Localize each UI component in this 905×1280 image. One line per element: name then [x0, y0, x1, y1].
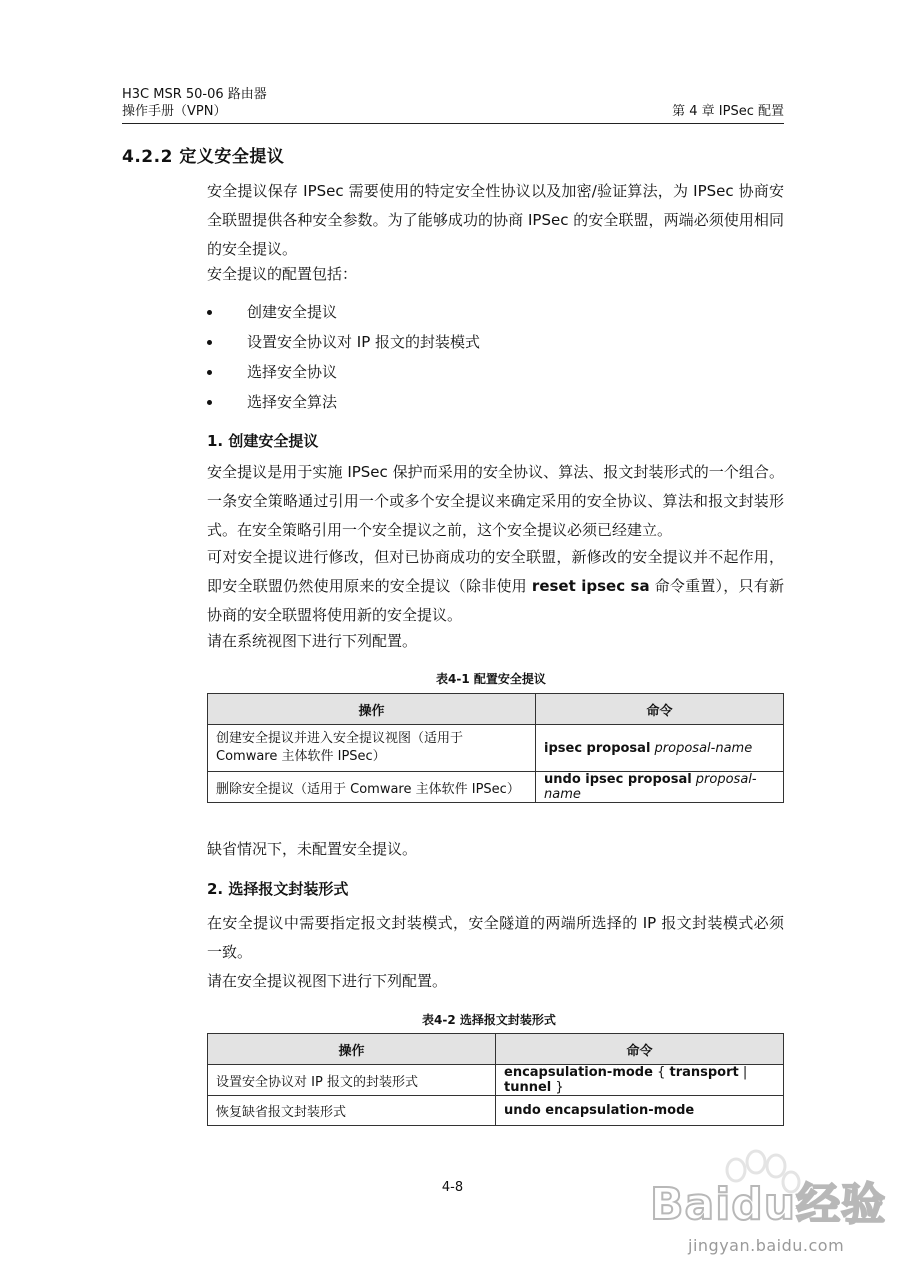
command-keyword: ipsec proposal [544, 740, 651, 756]
table-header-row [208, 694, 784, 725]
table-row [208, 1096, 784, 1126]
table-cell-command [496, 1065, 784, 1096]
subsection-title-create-proposal: 1. 创建安全提议 [207, 432, 319, 450]
table-row [208, 725, 784, 772]
header-product: H3C MSR 50-06 路由器 [122, 87, 267, 102]
command-keyword: encapsulation-mode [504, 1065, 653, 1080]
table-row [208, 772, 784, 803]
modify-text-a: 可对安全提议进行修改，但对已协商成功的安全联盟，新修改的安全提议并不起作用，即安全联盟仍然使用原来的安全提议（除非使用 [207, 548, 784, 595]
list-item-text: 选择安全算法 [247, 393, 338, 411]
header-manual: 操作手册（VPN） [122, 104, 227, 119]
intro-list-lead: 安全提议的配置包括： [207, 265, 358, 283]
option-brace-close: } [551, 1080, 564, 1095]
watermark-logo: Baidu经验 [650, 1179, 887, 1230]
table-header-operation: 操作 [208, 694, 536, 725]
reset-command: reset ipsec sa [531, 577, 650, 595]
config-proposal-table [207, 693, 784, 803]
section-title: 4.2.2 定义安全提议 [122, 147, 285, 167]
encapsulation-table [207, 1033, 784, 1126]
page-number: 4-8 [441, 1180, 464, 1195]
table-cell-operation: 删除安全提议（适用于 Comware 主体软件 IPSec） [208, 772, 536, 803]
proposal-view-note: 请在安全提议视图下进行下列配置。 [207, 972, 448, 990]
table-header-command: 命令 [496, 1034, 784, 1065]
system-view-note: 请在系统视图下进行下列配置。 [207, 632, 418, 650]
modify-proposal-paragraph [207, 543, 784, 630]
command-argument: proposal-name [650, 740, 753, 756]
table-header-operation: 操作 [208, 1034, 496, 1065]
subsection-title-encapsulation: 2. 选择报文封装形式 [207, 880, 349, 898]
table-cell-command [496, 1096, 784, 1126]
table-cell-command [536, 725, 784, 772]
watermark-url: jingyan.baidu.com [688, 1236, 845, 1255]
bullet-icon [207, 310, 212, 315]
bullet-icon [207, 400, 212, 405]
table-header-row [208, 1034, 784, 1065]
list-item-text: 选择安全协议 [247, 363, 338, 381]
table-header-command: 命令 [536, 694, 784, 725]
table-caption: 表4-1 配置安全提议 [436, 672, 546, 686]
table-caption: 表4-2 选择报文封装形式 [422, 1013, 556, 1027]
bullet-icon [207, 370, 212, 375]
command-argument: proposal-name [544, 772, 757, 802]
table-cell-command [536, 772, 784, 803]
option-transport: transport [669, 1065, 739, 1080]
intro-paragraph: 安全提议保存 IPSec 需要使用的特定安全性协议以及加密/验证算法，为 IPSec 协商安全联盟提供各种安全参数。为了能够成功的协商 IPSec 的安全联盟，两端必须使用相同的安全提议。 [207, 182, 784, 258]
table-cell-operation: 设置安全协议对 IP 报文的封装形式 [208, 1065, 496, 1096]
command-keyword: undo ipsec proposal [544, 772, 692, 787]
default-note: 缺省情况下，未配置安全提议。 [207, 840, 418, 858]
table-cell-operation: 恢复缺省报文封装形式 [208, 1096, 496, 1126]
modify-text-b: 命令重置），只有新协商的安全联盟将使用新的安全提议。 [207, 577, 784, 624]
command-keyword: undo encapsulation-mode [504, 1103, 695, 1118]
create-proposal-paragraph: 安全提议是用于实施 IPSec 保护而采用的安全协议、算法、报文封装形式的一个组合。一条安全策略通过引用一个或多个安全提议来确定采用的安全协议、算法和报文封装形式。在安全策略引用一个安全提议之前，这个安全提议必须已经建立。 [207, 463, 784, 539]
list-item-text: 创建安全提议 [247, 303, 338, 321]
table-row [208, 1065, 784, 1096]
option-brace-open: { [652, 1065, 670, 1080]
list-item-text: 设置安全协议对 IP 报文的封装模式 [247, 333, 481, 351]
option-tunnel: tunnel [504, 1080, 552, 1095]
encapsulation-paragraph: 在安全提议中需要指定报文封装模式，安全隧道的两端所选择的 IP 报文封装模式必须一致。 [207, 914, 784, 961]
table-cell-operation: 创建安全提议并进入安全提议视图（适用于 Comware 主体软件 IPSec） [208, 725, 536, 772]
option-separator: | [738, 1065, 748, 1080]
bullet-icon [207, 340, 212, 345]
header-divider [122, 123, 784, 124]
header-chapter: 第 4 章 IPSec 配置 [672, 104, 784, 119]
